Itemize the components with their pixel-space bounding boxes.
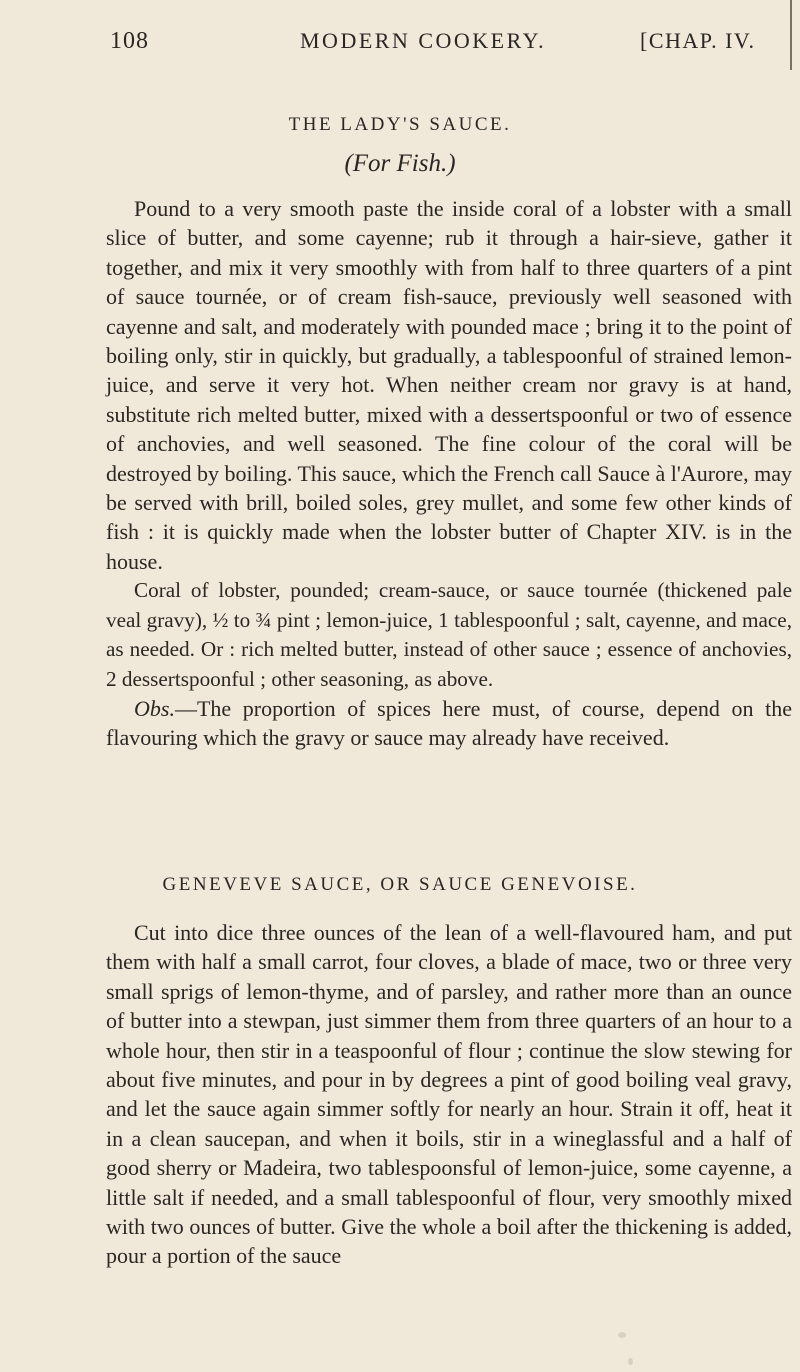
paper-speck [618, 1332, 626, 1338]
recipe-paragraph: Cut into dice three ounces of the lean of a well-flavoured ham, and put them with half a small carrot, four cloves, a blade of mace, two or three very small sprigs of lemon-thyme, and of parsley, and rather more than an ounce of butter into a stewpan, just simmer them from three quarters of an hour to a whole hour, then stir in a teaspoonful of flour ; continue the slow stewing for about five minutes, and pour in by degrees a pint of good boiling veal gravy, and let the sauce again simmer softly for nearly an hour. Strain it off, heat it in a clean saucepan, and when it boils, stir in a wineglassful and a half of good sherry or Madeira, two tablespoonsful of lemon-juice, some cayenne, a little salt if needed, and a small tablespoonful of flour, very smoothly mixed with two ounces of butter. Give the whole a boil after the thickening is added, pour a portion of the sauce [106, 920, 792, 1269]
recipe-paragraph: Pound to a very smooth paste the inside coral of a lobster with a small slice of butter, and some cayenne; rub it through a hair-sieve, gather it together, and mix it very smoothly with from half to three quarters of a pint of sauce tournée, or of cream fish-sauce, previously well seasoned with cayenne and salt, and moderately with pounded mace ; bring it to the point of boiling only, stir in quickly, but gradually, a tablespoonful of strained lemon-juice, and serve it very hot. When neither cream nor gravy is at hand, substitute rich melted butter, mixed with a dessertspoonful or two of essence of anchovies, and well seasoned. The fine colour of the coral will be destroyed by boiling. This sauce, which the French call Sauce à l'Aurore, may be served with brill, boiled soles, grey mullet, and some few other kinds of fish : it is quickly made when the lobster butter of Chapter XIV. is in the house. [106, 196, 792, 574]
page-edge-line [790, 0, 792, 70]
paper-speck [628, 1358, 633, 1365]
ingredients-paragraph: Coral of lobster, pounded; cream-sauce, or sauce tournée (thickened pale veal gravy), ½ to ¾ pint ; lemon-juice, 1 tablespoonful ; salt, cayenne, and mace, as needed. Or : rich melted butter, instead of other sauce ; essence of anchovies, 2 dessertspoonful ; other seasoning, as above. [106, 578, 792, 691]
ladys-sauce-text [106, 194, 792, 753]
page-number: 108 [110, 28, 149, 54]
geneveve-sauce-text [106, 918, 792, 1271]
section-title-geneveve-sauce: GENEVEVE SAUCE, OR SAUCE GENEVOISE. [162, 874, 638, 895]
section-title-ladys-sauce: THE LADY'S SAUCE. [288, 114, 512, 135]
obs-text: —The proportion of spices here must, of course, depend on the flavouring which the gravy or sauce may already have received. [106, 695, 792, 751]
observation-paragraph [106, 694, 792, 753]
book-title: MODERN COOKERY. [300, 28, 547, 53]
running-header [110, 28, 780, 62]
chapter-label: [CHAP. IV. [640, 28, 756, 53]
obs-label: Obs. [134, 695, 175, 721]
section-subtitle-for-fish: (For Fish.) [344, 150, 456, 177]
